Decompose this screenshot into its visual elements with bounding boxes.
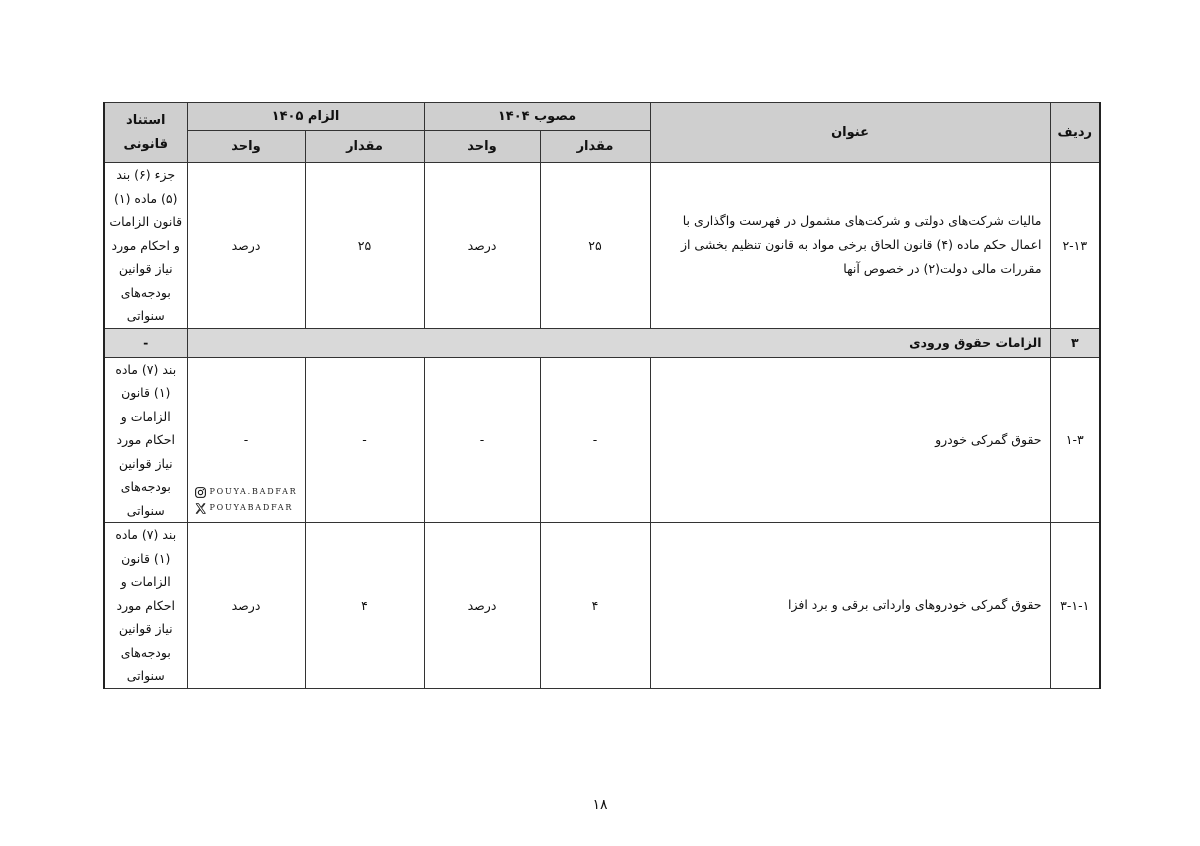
row-title: مالیات شرکت‌های دولتی و شرکت‌های مشمول در فهرست واگذاری با اعمال حکم ماده (۴) قانون الحاق برخی مواد به قانون تنظیم بخشی از مقررات مالی دولت(۲) در خصوص آنها bbox=[650, 163, 1050, 329]
row-title: حقوق گمرکی خودرو bbox=[650, 357, 1050, 523]
section-legal-basis: - bbox=[104, 328, 187, 357]
obligation-amount: ۲۵ bbox=[305, 163, 424, 329]
header-approved-1404: مصوب ۱۴۰۴ bbox=[424, 103, 650, 131]
watermark bbox=[194, 484, 298, 516]
header-obligation-unit: واحد bbox=[187, 131, 305, 163]
obligation-unit: درصد bbox=[187, 163, 305, 329]
approved-amount: ۲۵ bbox=[540, 163, 650, 329]
header-obligation-amount: مقدار bbox=[305, 131, 424, 163]
approved-amount: ۴ bbox=[540, 523, 650, 689]
table-row bbox=[104, 163, 1100, 329]
table-row bbox=[104, 357, 1100, 523]
approved-unit: درصد bbox=[424, 523, 540, 689]
obligation-unit-cell bbox=[187, 357, 305, 523]
header-radif: ردیف bbox=[1050, 103, 1100, 163]
instagram-icon bbox=[194, 486, 207, 499]
header-obligation-1405: الزام ۱۴۰۵ bbox=[187, 103, 424, 131]
section-row bbox=[104, 328, 1100, 357]
page-number: ۱۸ bbox=[592, 797, 608, 813]
table-row bbox=[104, 523, 1100, 689]
budget-table bbox=[103, 102, 1101, 689]
row-title: حقوق گمرکی خودروهای وارداتی برقی و برد افزا bbox=[650, 523, 1050, 689]
header-title: عنوان bbox=[650, 103, 1050, 163]
watermark-instagram-handle: POUYA.BADFAR bbox=[209, 487, 298, 496]
legal-basis: بند (۷) ماده (۱) قانون الزامات و احکام مورد نیاز قوانین بودجه‌های سنواتی bbox=[104, 357, 187, 523]
obligation-unit: درصد bbox=[187, 523, 305, 689]
approved-unit: درصد bbox=[424, 163, 540, 329]
section-title: الزامات حقوق ورودی bbox=[187, 328, 1050, 357]
approved-amount: - bbox=[540, 357, 650, 523]
x-logo-icon bbox=[194, 502, 207, 515]
obligation-unit: - bbox=[243, 432, 249, 448]
header-legal-basis: استناد قانونی bbox=[104, 103, 187, 163]
header-approved-unit: واحد bbox=[424, 131, 540, 163]
legal-basis: جزء (۶) بند (۵) ماده (۱) قانون الزامات و احکام مورد نیاز قوانین بودجه‌های سنواتی bbox=[104, 163, 187, 329]
row-radif: ۳-۱-۱ bbox=[1050, 523, 1100, 689]
row-radif: ۲-۱۳ bbox=[1050, 163, 1100, 329]
section-radif: ۳ bbox=[1050, 328, 1100, 357]
row-radif: ۱-۳ bbox=[1050, 357, 1100, 523]
watermark-x-handle: POUYABADFAR bbox=[209, 503, 294, 512]
approved-unit: - bbox=[424, 357, 540, 523]
obligation-amount: ۴ bbox=[305, 523, 424, 689]
obligation-amount: - bbox=[305, 357, 424, 523]
header-approved-amount: مقدار bbox=[540, 131, 650, 163]
legal-basis: بند (۷) ماده (۱) قانون الزامات و احکام مورد نیاز قوانین بودجه‌های سنواتی bbox=[104, 523, 187, 689]
